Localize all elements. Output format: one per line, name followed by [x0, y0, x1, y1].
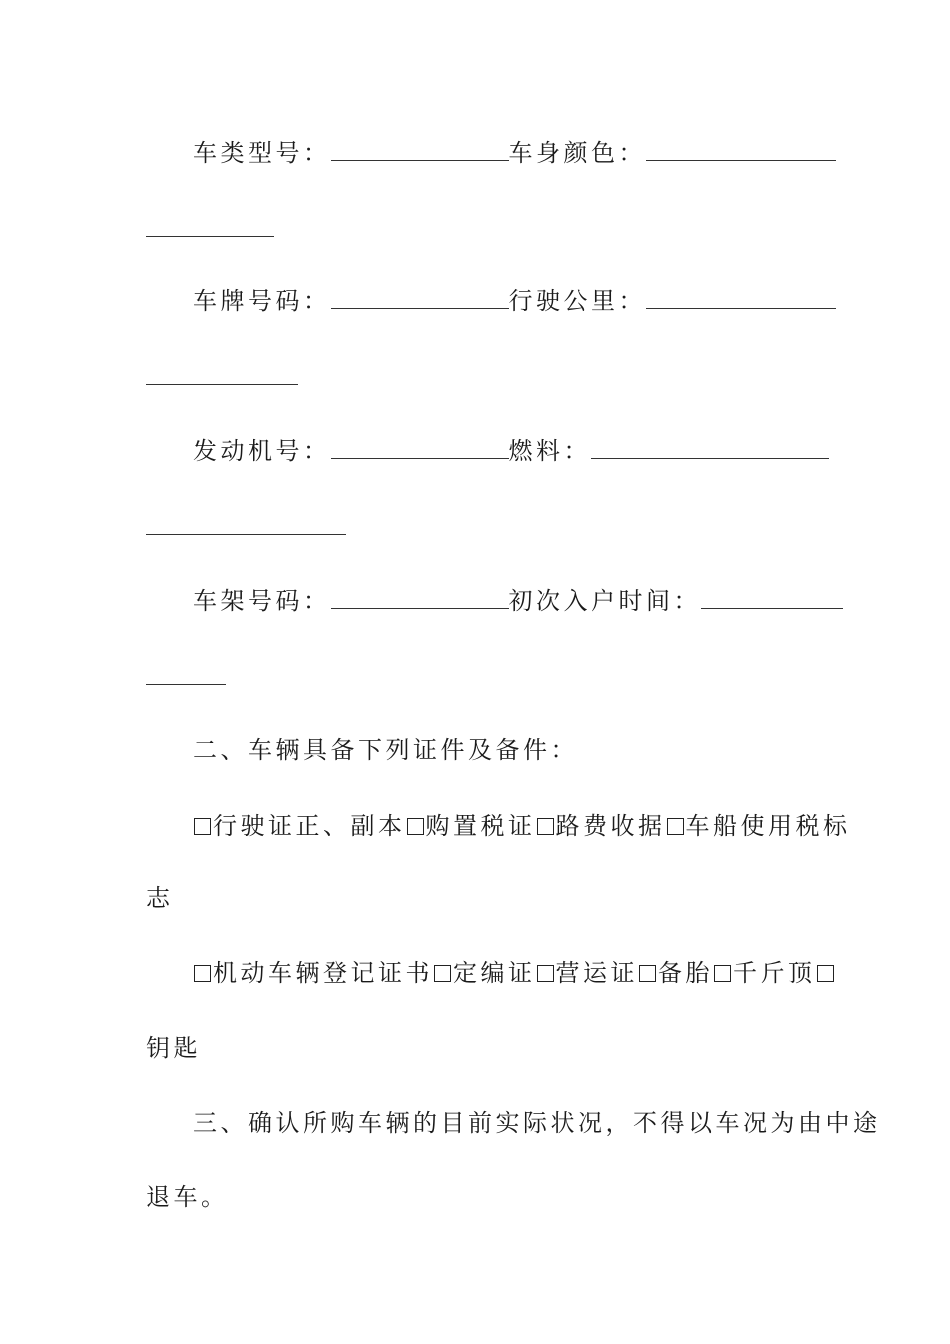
checkbox-label: 备胎 — [658, 959, 713, 987]
field-row-frame-number — [193, 586, 843, 616]
checkbox-label: 车船使用税标 — [685, 812, 851, 840]
field-label: 车类型号： — [193, 139, 331, 167]
field-label: 发动机号： — [193, 437, 331, 465]
blank-line[interactable] — [331, 286, 509, 309]
checkbox[interactable] — [194, 965, 211, 982]
checkbox[interactable] — [537, 818, 554, 835]
checkbox[interactable] — [537, 965, 554, 982]
field-label: 行驶公里： — [508, 287, 646, 315]
checkbox-label: 行驶证正、副本 — [213, 812, 406, 840]
blank-line-continuation[interactable] — [146, 384, 298, 385]
field-label: 初次入户时间： — [508, 587, 701, 615]
checklist-wrap-text: 钥匙 — [146, 1034, 201, 1062]
field-label: 燃料： — [508, 437, 591, 465]
checkbox-label: 机动车辆登记证书 — [213, 959, 433, 987]
checkbox[interactable] — [714, 965, 731, 982]
field-label: 车牌号码： — [193, 287, 331, 315]
section-paragraph-continuation: 退车。 — [146, 1183, 229, 1211]
field-row-vehicle-model — [193, 138, 836, 168]
blank-line[interactable] — [331, 138, 509, 161]
section-heading: 二、车辆具备下列证件及备件： — [193, 736, 578, 764]
checkbox[interactable] — [407, 818, 424, 835]
checkbox-label: 千斤顶 — [733, 959, 816, 987]
blank-line[interactable] — [331, 586, 509, 609]
section-paragraph: 三、确认所购车辆的目前实际状况，不得以车况为由中途 — [193, 1109, 881, 1137]
blank-line-continuation[interactable] — [146, 236, 274, 237]
checkbox[interactable] — [667, 818, 684, 835]
field-label: 车身颜色： — [508, 139, 646, 167]
checkbox[interactable] — [194, 818, 211, 835]
blank-line[interactable] — [331, 436, 509, 459]
checkbox[interactable] — [639, 965, 656, 982]
checklist-row-documents — [193, 811, 851, 841]
checkbox-label: 路费收据 — [555, 812, 666, 840]
checklist-wrap-text: 志 — [146, 884, 174, 912]
field-row-engine-number — [193, 436, 829, 466]
checkbox-label: 购置税证 — [425, 812, 536, 840]
checkbox[interactable] — [817, 965, 834, 982]
field-label: 车架号码： — [193, 587, 331, 615]
blank-line[interactable] — [701, 586, 843, 609]
blank-line-continuation[interactable] — [146, 684, 226, 685]
field-row-plate-number — [193, 286, 836, 316]
blank-line[interactable] — [646, 138, 836, 161]
checkbox-label: 营运证 — [555, 959, 638, 987]
blank-line[interactable] — [646, 286, 836, 309]
checklist-row-accessories — [193, 958, 836, 988]
checkbox[interactable] — [434, 965, 451, 982]
blank-line[interactable] — [591, 436, 829, 459]
blank-line-continuation[interactable] — [146, 534, 346, 535]
checkbox-label: 定编证 — [453, 959, 536, 987]
